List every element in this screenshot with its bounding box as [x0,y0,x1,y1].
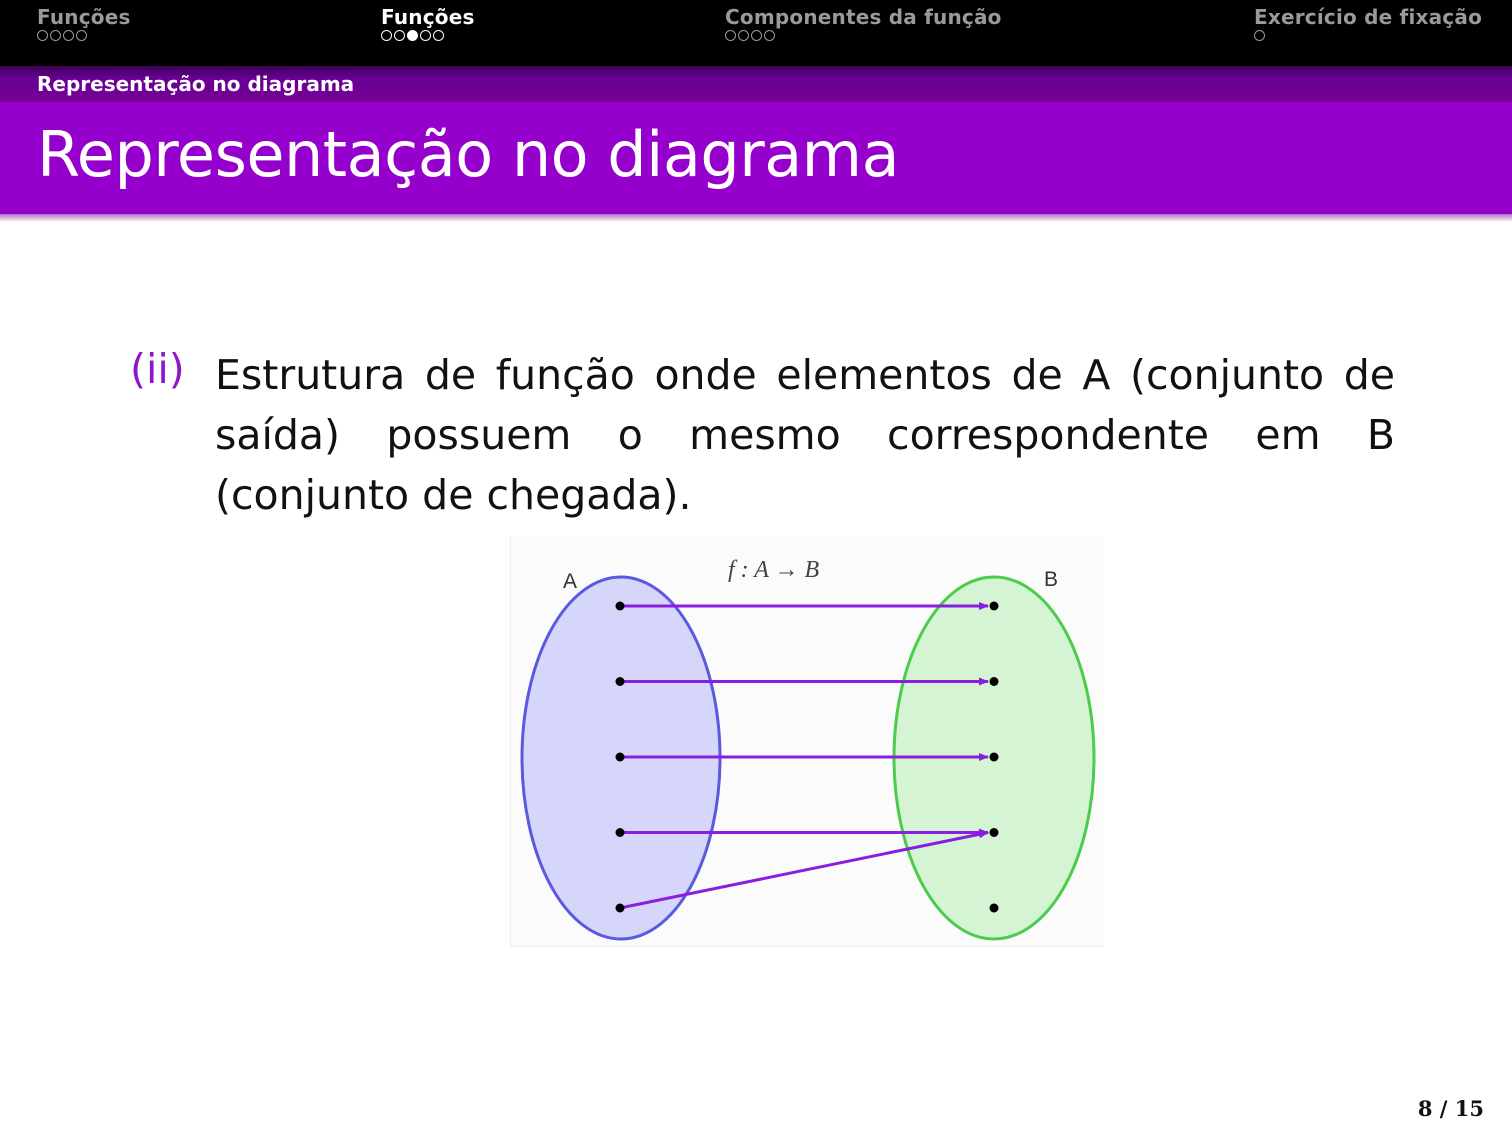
nav-slide-dot[interactable] [37,30,48,41]
function-label: f : A → B [728,557,820,583]
function-diagram-canvas [511,536,1103,946]
subsection-bar [0,66,1512,102]
set-b-element-dot [990,904,999,913]
nav-slide-dot[interactable] [420,30,431,41]
nav-slide-dot[interactable] [433,30,444,41]
nav-slide-dots [725,30,1002,41]
set-a-element-dot [616,602,625,611]
nav-slide-dot[interactable] [1254,30,1265,41]
nav-slide-dot[interactable] [764,30,775,41]
nav-slide-dot[interactable] [394,30,405,41]
nav-slide-dot[interactable] [725,30,736,41]
nav-slide-dot[interactable] [50,30,61,41]
nav-slide-dots [37,30,131,41]
set-a-element-dot [616,828,625,837]
set-b-label: B [1044,568,1059,591]
nav-section-componentes[interactable] [725,4,1002,41]
nav-slide-dot[interactable] [76,30,87,41]
nav-section-title[interactable]: Componentes da função [725,5,1002,29]
enumerate-item-text: Estrutura de função onde elementos de A (conjunto de saída) possuem o mesmo correspondente em B (conjunto de chegada). [215,351,1395,519]
nav-section-title[interactable]: Funções [381,5,475,29]
set-b-element-dot [990,602,999,611]
nav-section-funcoes-2[interactable] [381,4,475,41]
set-a-element-dot [616,677,625,686]
nav-section-title[interactable]: Funções [37,5,131,29]
set-a-element-dot [616,753,625,762]
nav-slide-dots [381,30,475,41]
nav-section-title[interactable]: Exercício de fixação [1254,5,1483,29]
page-number: 8 / 15 [1417,1096,1484,1121]
nav-slide-dots [1254,30,1482,41]
set-a-element-dot [616,904,625,913]
function-diagram [510,536,1103,947]
set-a-label: A [563,570,578,593]
set-b-element-dot [990,753,999,762]
nav-slide-dot[interactable] [381,30,392,41]
set-b-element-dot [990,677,999,686]
nav-section-funcoes-1[interactable] [37,4,131,41]
set-b-element-dot [990,828,999,837]
section-navigation-bar [0,0,1512,66]
nav-section-exercicio[interactable] [1254,4,1482,41]
nav-slide-dot[interactable] [738,30,749,41]
nav-slide-dot-current[interactable] [407,30,418,41]
nav-slide-dot[interactable] [63,30,74,41]
frame-title-bar [0,102,1512,214]
subsection-title[interactable]: Representação no diagrama [37,72,355,96]
enumerate-label: (ii) [130,345,185,393]
nav-slide-dot[interactable] [751,30,762,41]
slide-title: Representação no diagrama [37,118,900,191]
